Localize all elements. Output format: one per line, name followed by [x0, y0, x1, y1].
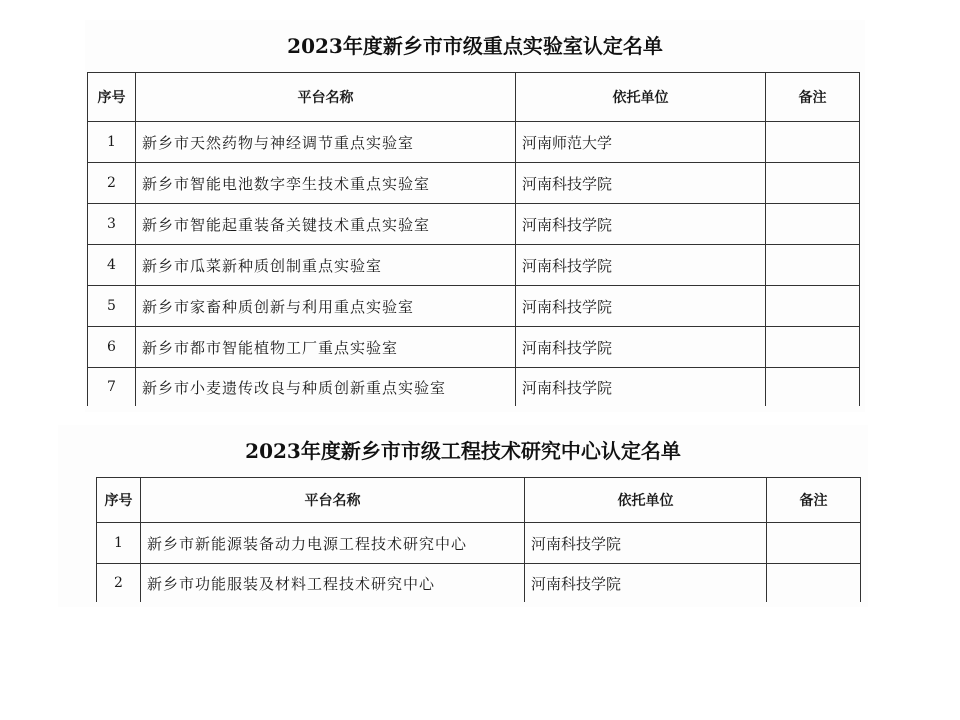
labs-table	[87, 72, 860, 406]
row-seq: 6	[88, 327, 136, 368]
row-note	[767, 564, 861, 603]
row-seq: 2	[97, 564, 141, 603]
row-note	[766, 368, 860, 407]
header-name: 平台名称	[141, 478, 525, 523]
doc-title-engineering-centers: 2023年度新乡市市级工程技术研究中心认定名单	[245, 439, 681, 463]
row-seq: 2	[88, 163, 136, 204]
row-name: 新乡市智能电池数字孪生技术重点实验室	[136, 163, 516, 204]
header-name: 平台名称	[136, 73, 516, 122]
row-note	[766, 245, 860, 286]
table-row	[88, 245, 860, 286]
row-unit: 河南科技学院	[516, 245, 766, 286]
row-note	[766, 204, 860, 245]
row-unit: 河南科技学院	[516, 368, 766, 407]
row-unit: 河南科技学院	[516, 327, 766, 368]
table-row	[88, 286, 860, 327]
table-row	[97, 564, 861, 603]
row-note	[766, 327, 860, 368]
header-unit: 依托单位	[525, 478, 767, 523]
engineering-centers-table	[96, 477, 861, 602]
row-name: 新乡市新能源装备动力电源工程技术研究中心	[141, 523, 525, 564]
row-seq: 1	[88, 122, 136, 163]
header-note: 备注	[767, 478, 861, 523]
row-unit: 河南科技学院	[516, 286, 766, 327]
row-note	[766, 122, 860, 163]
row-unit: 河南科技学院	[516, 163, 766, 204]
document-page-engineering-centers	[58, 425, 868, 607]
row-seq: 4	[88, 245, 136, 286]
row-name: 新乡市小麦遗传改良与种质创新重点实验室	[136, 368, 516, 407]
row-note	[766, 286, 860, 327]
row-unit: 河南科技学院	[516, 204, 766, 245]
row-name: 新乡市功能服装及材料工程技术研究中心	[141, 564, 525, 603]
row-unit: 河南师范大学	[516, 122, 766, 163]
table-row	[88, 122, 860, 163]
table-row	[88, 204, 860, 245]
row-name: 新乡市都市智能植物工厂重点实验室	[136, 327, 516, 368]
row-note	[766, 163, 860, 204]
row-unit: 河南科技学院	[525, 523, 767, 564]
doc-title-labs: 2023年度新乡市市级重点实验室认定名单	[287, 34, 663, 58]
table-header-row	[88, 73, 860, 122]
row-unit: 河南科技学院	[525, 564, 767, 603]
header-seq: 序号	[88, 73, 136, 122]
row-seq: 5	[88, 286, 136, 327]
row-name: 新乡市家畜种质创新与利用重点实验室	[136, 286, 516, 327]
header-note: 备注	[766, 73, 860, 122]
row-seq: 7	[88, 368, 136, 407]
table-row	[97, 523, 861, 564]
document-page-labs	[85, 20, 865, 412]
table-header-row	[97, 478, 861, 523]
row-name: 新乡市瓜菜新种质创制重点实验室	[136, 245, 516, 286]
table-row	[88, 368, 860, 407]
row-seq: 1	[97, 523, 141, 564]
row-seq: 3	[88, 204, 136, 245]
row-name: 新乡市天然药物与神经调节重点实验室	[136, 122, 516, 163]
header-unit: 依托单位	[516, 73, 766, 122]
row-note	[767, 523, 861, 564]
table-row	[88, 327, 860, 368]
row-name: 新乡市智能起重装备关键技术重点实验室	[136, 204, 516, 245]
table-row	[88, 163, 860, 204]
header-seq: 序号	[97, 478, 141, 523]
